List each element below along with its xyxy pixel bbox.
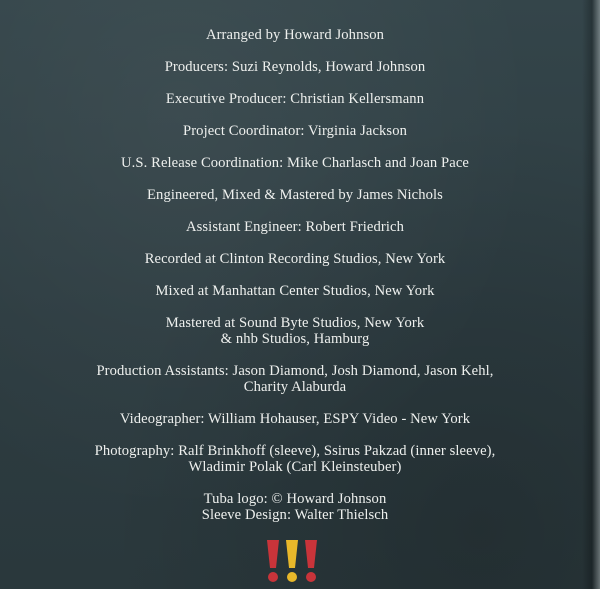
sleeve-fold-edge xyxy=(582,0,600,589)
credit-production-assistants xyxy=(0,363,590,395)
credit-line: Charity Alaburda xyxy=(243,379,347,395)
credit-videographer xyxy=(0,411,590,427)
logo-dot-right xyxy=(306,572,316,582)
credit-line: Assistant Engineer: Robert Friedrich xyxy=(185,219,404,235)
credit-us-release xyxy=(0,155,590,171)
credit-mastered-at xyxy=(0,315,590,347)
logo-dot-middle xyxy=(287,572,297,582)
credit-recorded-at xyxy=(0,251,590,267)
credit-producers xyxy=(0,59,590,75)
credit-project-coordinator xyxy=(0,123,590,139)
credit-line: Executive Producer: Christian Kellersmann xyxy=(165,91,425,107)
logo-bar-left xyxy=(267,540,279,568)
credit-line: Project Coordinator: Virginia Jackson xyxy=(183,123,407,139)
credit-line: Engineered, Mixed & Mastered by James Nichols xyxy=(147,187,443,203)
credit-line: & nhb Studios, Hamburg xyxy=(220,331,370,347)
credit-line: Recorded at Clinton Recording Studios, New York xyxy=(144,251,446,267)
credit-engineer xyxy=(0,187,590,203)
credit-assistant-engineer xyxy=(0,219,590,235)
credit-line: Mixed at Manhattan Center Studios, New York xyxy=(155,283,435,299)
credit-line: U.S. Release Coordination: Mike Charlasch and Joan Pace xyxy=(121,155,469,171)
logo-bar-middle xyxy=(286,540,298,568)
credit-line: Arranged by Howard Johnson xyxy=(205,27,385,43)
logo-bar-right xyxy=(305,540,317,568)
credit-line: Sleeve Design: Walter Thielsch xyxy=(201,507,389,523)
credit-photography xyxy=(0,443,590,475)
credit-line: Tuba logo: © Howard Johnson xyxy=(203,491,387,507)
credit-line: Production Assistants: Jason Diamond, Josh Diamond, Jason Kehl, xyxy=(96,363,494,379)
credit-line: Wladimir Polak (Carl Kleinsteuber) xyxy=(188,459,402,475)
credit-line: Mastered at Sound Byte Studios, New York xyxy=(165,315,425,331)
credit-line: Producers: Suzi Reynolds, Howard Johnson xyxy=(164,59,426,75)
credit-mixed-at xyxy=(0,283,590,299)
credit-arranger xyxy=(0,27,590,43)
credit-line: Videographer: William Hohauser, ESPY Video - New York xyxy=(119,411,471,427)
credit-executive-producer xyxy=(0,91,590,107)
credits-list xyxy=(0,27,590,539)
logo-dot-left xyxy=(268,572,278,582)
triple-exclamation-logo-icon xyxy=(264,538,320,584)
credit-design xyxy=(0,491,590,523)
credit-line: Photography: Ralf Brinkhoff (sleeve), Ssirus Pakzad (inner sleeve), xyxy=(94,443,496,459)
